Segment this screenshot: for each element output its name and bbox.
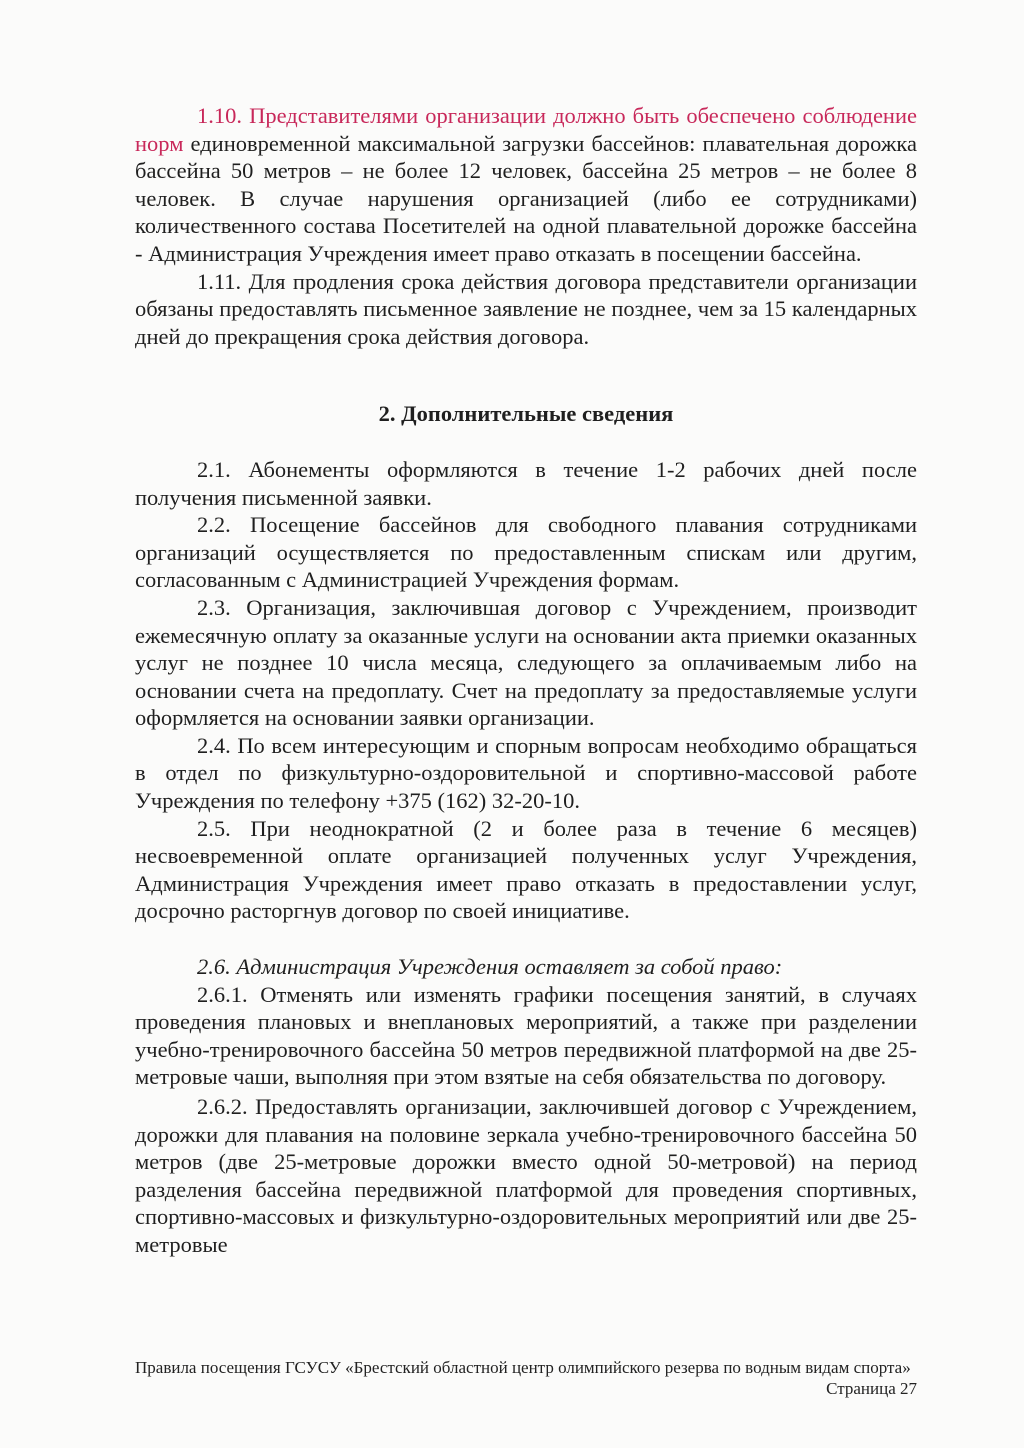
- page-number: Страница 27: [826, 1379, 917, 1398]
- paragraph-2-2: 2.2. Посещение бассейнов для свободного плавания сотрудниками организаций осуществляется по предоставленным спискам или другим, согласованным с Администрацией Учреждения формам.: [135, 512, 917, 593]
- paragraph-2-4: 2.4. По всем интересующим и спорным вопросам необходимо обращаться в отдел по физкультурно-оздоровительной и спортивно-массовой работе Учреждения по телефону +375 (162) 32-20-10.: [135, 732, 917, 814]
- paragraph-1-10-highlight: Представителями организации должно быть обеспечено соблюдение норм: [135, 103, 918, 156]
- page-footer: [135, 1357, 917, 1398]
- section-2-heading: 2. Дополнительные сведения: [378, 401, 674, 427]
- document-body: [135, 102, 917, 1259]
- paragraph-2-5: 2.5. При неоднократной (2 и более раза в течение 6 месяцев) несвоевременной оплате организацией полученных услуг Учреждения, Администрация Учреждения имеет право отказать в предоставлении услуг, досрочно расторгнув договор по своей инициативе.: [135, 815, 917, 924]
- paragraph-2-6-1: 2.6.1. Отменять или изменять графики посещения занятий, в случаях проведения плановых и внеплановых мероприятий, а также при разделении учебно-тренировочного бассейна 50 метров передвижной платформой на две 25-метровые чаши, выполняя при этом взятые на себя обязательства по договору.: [135, 981, 917, 1090]
- paragraph-1-10-number: 1.10.: [197, 103, 242, 128]
- paragraph-2-1: 2.1. Абонементы оформляются в течение 1-2 рабочих дней после получения письменной заявки.: [135, 456, 917, 510]
- paragraph-2-6-heading: 2.6. Администрация Учреждения оставляет за собой право:: [197, 954, 783, 980]
- footer-text: Правила посещения ГСУСУ «Брестский областной центр олимпийского резерва по водным видам спорта»: [135, 1358, 911, 1377]
- paragraph-2-3: 2.3. Организация, заключившая договор с Учреждением, производит ежемесячную оплату за оказанные услуги на основании акта приемки оказанных услуг не позднее 10 числа месяца, следующего за оплачиваемым либо на основании счета на предоплату. Счет на предоплату за предоставляемые услуги оформляется на основании заявки организации.: [135, 594, 917, 731]
- paragraph-1-11: 1.11. Для продления срока действия договора представители организации обязаны предоставлять письменное заявление не позднее, чем за 15 календарных дней до прекращения срока действия договора.: [135, 268, 917, 349]
- paragraph-2-6-2: 2.6.2. Предоставлять организации, заключившей договор с Учреждением, дорожки для плавания на половине зеркала учебно-тренировочного бассейна 50 метров (две 25-метровые дорожки вместо одной 50-метровой) на период разделения бассейна передвижной платформой для проведения спортивных, спортивно-массовых и физкультурно-оздоровительных мероприятий или две 25-метровые: [135, 1094, 917, 1257]
- paragraph-1-10-text: единовременной максимальной загрузки бассейнов: плавательная дорожка бассейна 50 метров – не более 12 человек, бассейна 25 метров – не более 8 человек. В случае нарушения организацией (либо ее сотрудниками) количественного состава Посетителей на одной плавательной дорожке бассейна - Администрация Учреждения имеет право отказать в посещении бассейна.: [135, 130, 917, 266]
- paragraph-1-10: [135, 102, 917, 268]
